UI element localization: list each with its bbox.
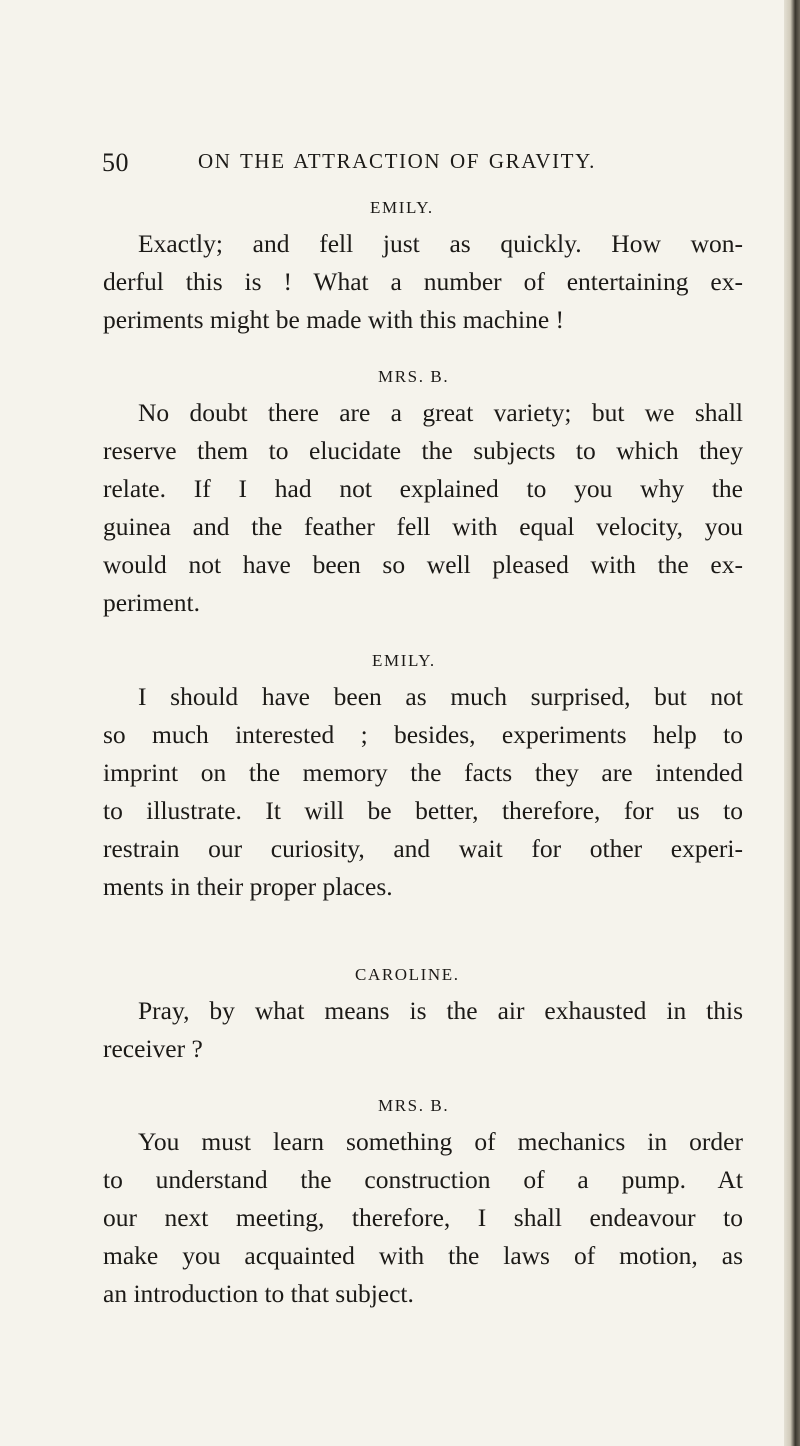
text-line: restrain our curiosity, and wait for other experi- — [103, 834, 743, 863]
dialogue-paragraph — [103, 678, 743, 906]
text-line: an introduction to that subject. — [103, 1279, 414, 1308]
text-line: derful this is ! What a number of entertaining ex- — [103, 267, 743, 296]
text-line: so much interested ; besides, experiments help to — [103, 720, 743, 749]
speaker-label: EMILY. — [372, 651, 436, 670]
text-line: receiver ? — [103, 1034, 203, 1063]
text-line: periment. — [103, 588, 201, 617]
text-line: to illustrate. It will be better, therefore, for us to — [103, 796, 743, 825]
text-line: Exactly; and fell just as quickly. How won- — [138, 229, 743, 258]
dialogue-paragraph — [103, 394, 743, 622]
text-line: imprint on the memory the facts they are intended — [103, 758, 743, 787]
text-line: ments in their proper places. — [103, 872, 393, 901]
text-line: would not have been so well pleased with the ex- — [103, 550, 743, 579]
speaker-label: CAROLINE. — [355, 965, 460, 984]
text-line: reserve them to elucidate the subjects to which they — [103, 436, 743, 465]
dialogue-paragraph — [103, 1123, 743, 1313]
speaker-label: MRS. B. — [378, 1096, 450, 1115]
text-line: Pray, by what means is the air exhausted in this — [138, 996, 743, 1025]
page-number: 50 — [102, 148, 129, 177]
text-line: make you acquainted with the laws of motion, as — [103, 1241, 743, 1270]
text-line: to understand the construction of a pump. At — [103, 1165, 743, 1194]
text-line: No doubt there are a great variety; but we shall — [138, 398, 743, 427]
text-line: relate. If I had not explained to you why the — [103, 474, 743, 503]
text-line: periments might be made with this machine ! — [103, 305, 565, 334]
text-line: guinea and the feather fell with equal velocity, you — [103, 512, 743, 541]
dialogue-paragraph — [103, 225, 743, 339]
running-title: ON THE ATTRACTION OF GRAVITY. — [198, 149, 597, 173]
text-line: I should have been as much surprised, but not — [138, 682, 743, 711]
dialogue-paragraph — [103, 992, 743, 1068]
page-header — [102, 148, 702, 178]
page-edge — [784, 0, 800, 1446]
text-line: our next meeting, therefore, I shall endeavour to — [103, 1203, 743, 1232]
speaker-label: MRS. B. — [378, 367, 450, 386]
speaker-label: EMILY. — [370, 198, 434, 217]
text-line: You must learn something of mechanics in order — [138, 1127, 743, 1156]
